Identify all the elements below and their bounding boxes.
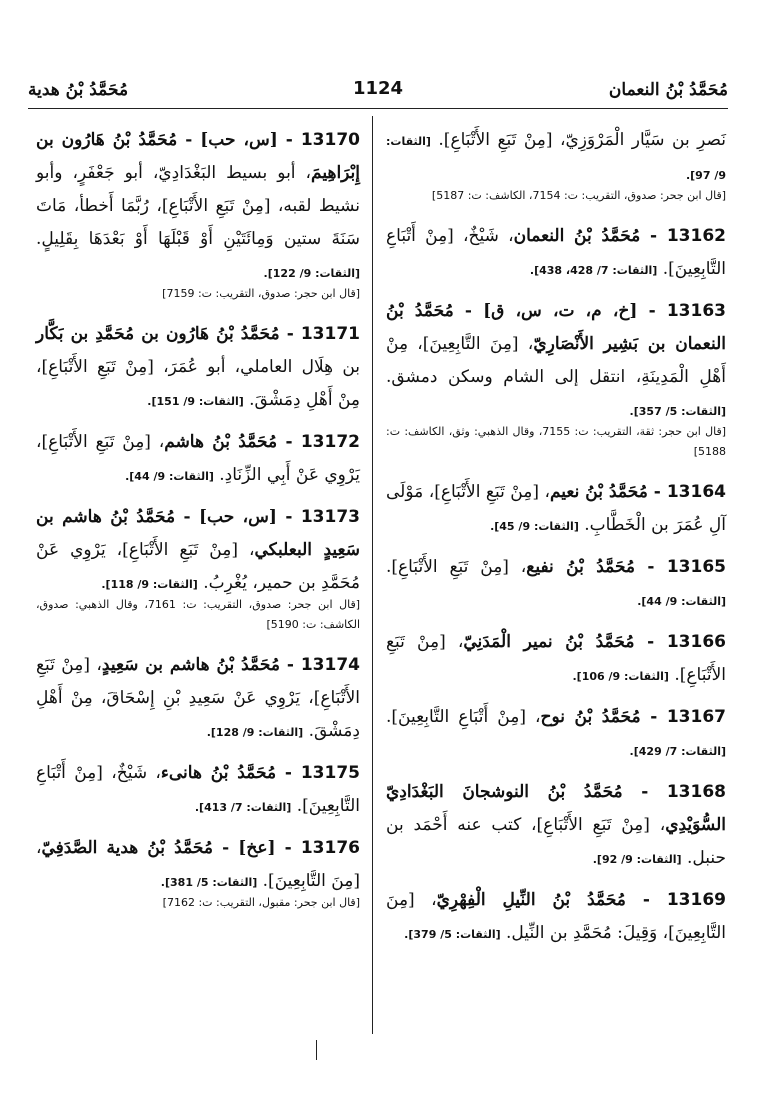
biography-entry bbox=[386, 701, 726, 768]
running-title-left: مُحَمَّدُ بْنُ هدية bbox=[28, 80, 129, 100]
biography-entry bbox=[386, 220, 726, 287]
entry-text bbox=[386, 776, 726, 876]
entry-name: [خ، م، ت، س، ق] - مُحَمَّدُ بْنُ النعمان بن بَشِير الأَنْصَارِيّ bbox=[386, 301, 726, 354]
entry-reference: [الثقات: 9/ 106]. bbox=[572, 670, 669, 683]
entry-reference: [الثقات: 9/ 44]. bbox=[637, 595, 726, 608]
entry-note: [قال ابن جحر: صدوق، التقريب: ت: 7161، وقال الذهبي: صدوق، الكاشف: ت: 5190] bbox=[36, 598, 360, 631]
entry-body: ، [مِنْ تَبَعِ الأَتْبَاعِ]. bbox=[386, 557, 527, 577]
page-header bbox=[28, 78, 728, 108]
biography-entry bbox=[386, 776, 726, 876]
entry-body: ، [مِنَ التَّابِعِينَ]. bbox=[36, 838, 360, 891]
entry-reference: [الثقات: 7/ 428، 438]. bbox=[529, 264, 658, 277]
biography-entry bbox=[36, 124, 360, 304]
entry-reference: [الثقات: 9/ 128]. bbox=[206, 726, 304, 739]
entry-text bbox=[386, 701, 726, 768]
entry-reference: [الثقات: 5/ 381]. bbox=[160, 876, 258, 889]
running-title-right: مُحَمَّدُ بْنُ النعمان bbox=[608, 80, 728, 100]
entry-number: 13164 - bbox=[647, 482, 726, 502]
biography-entry bbox=[36, 501, 360, 635]
entry-body: ، [مِنْ تَبَعِ الأَتْبَاعِ]، يَرْوِي عَنْ مُحَمَّدِ بن حمير، يُغْرِبُ. bbox=[36, 540, 360, 593]
entry-note: [قال ابن حجر: صدوق، التقريب: ت: 7159] bbox=[162, 287, 360, 300]
biography-entry bbox=[386, 884, 726, 951]
entry-number: 13170 - bbox=[277, 130, 360, 150]
entry-text bbox=[36, 832, 360, 899]
entry-number: 13175 - bbox=[276, 763, 360, 783]
entry-text bbox=[36, 426, 360, 493]
entry-name: [س، حب] - مُحَمَّدُ بْنُ هَارُون بن إِبْرَاهِيمَ bbox=[36, 130, 360, 183]
entry-reference: [الثقات: 9/ 45]. bbox=[490, 520, 579, 533]
entry-body: بن هِلَال العاملي، أبو عُمَرَ، [مِنْ تَبَعِ الأَتْبَاعِ]، مِنْ أَهْلِ دِمَشْقَ. bbox=[36, 357, 360, 410]
entry-reference: [الثقات: 7/ 429]. bbox=[629, 745, 726, 758]
entry-number: 13166 - bbox=[634, 632, 726, 652]
entry-name: [س، حب] - مُحَمَّدُ بْنُ هاشم بن سَعِيدٍ البعلبكي bbox=[36, 507, 361, 560]
biography-entry bbox=[36, 318, 360, 418]
entry-body: ، [مِنْ تَبَعِ الأَتْبَاعِ]، مَوْلَى آلِ عُمَرَ بن الْخَطَّابِ. bbox=[386, 482, 726, 535]
entry-body: ، شَيْخٌ، [مِنْ أَتْبَاعِ التَّابِعِينَ]. bbox=[386, 226, 726, 279]
biography-entry bbox=[36, 832, 360, 913]
biography-entry bbox=[36, 426, 360, 493]
entry-note: [قال ابن حجر: ثقة، التقريب: ت: 7155، وقال الذهبي: وثق، الكاشف: ت: 5188] bbox=[386, 425, 726, 458]
entry-number: 13171 - bbox=[279, 324, 360, 344]
entry-number: 13172 - bbox=[277, 432, 360, 452]
entry-name: مُحَمَّدُ بْنُ نفيع bbox=[526, 557, 636, 577]
entry-text bbox=[36, 649, 360, 749]
entry-text bbox=[386, 551, 726, 618]
entry-number: 13167 - bbox=[640, 707, 726, 727]
entry-text bbox=[386, 626, 726, 693]
entry-body: نَصرِ بن سَيَّار الْمَرْوَزِيّ، [مِنْ تَبَعِ الأَتْبَاعِ]. bbox=[438, 130, 727, 150]
entry-number: 13174 - bbox=[279, 655, 360, 675]
entry-number: 13163 - bbox=[637, 301, 726, 321]
entry-number: 13173 - bbox=[276, 507, 360, 527]
entry-reference: [الثقات: 9/ 97]. bbox=[386, 135, 726, 182]
entry-reference: [الثقات: 9/ 122]. bbox=[263, 267, 360, 280]
entry-name: مُحَمَّدُ بْنُ نوح bbox=[540, 707, 641, 727]
entry-reference: [الثقات: 5/ 379]. bbox=[404, 928, 501, 941]
biography-entry bbox=[386, 476, 726, 543]
entry-body: ، [مِنْ أَتْبَاعِ التَّابِعِينَ]. bbox=[386, 707, 541, 727]
entry-body: ، أبو بسيط البَغْدَادِيّ، أبو جَعْفَرٍ، وأبو نشيط لقبه، [مِنْ تَبَعِ الأَتْبَاعِ]، رُبَّمَا أَخطأ، مَاتَ سَنَةَ ستين وَمِائَتَيْنِ أَوْ قَبْلَهَا أَوْ بَعْدَهَا بِقَلِيلٍ. bbox=[36, 163, 360, 249]
entry-text bbox=[36, 124, 360, 290]
entry-name: [عخ] - مُحَمَّدُ بْنُ هدية الصَّدَفِيّ bbox=[41, 838, 276, 858]
entry-reference: [الثقات: 9/ 44]. bbox=[125, 470, 214, 483]
entry-number: 13168 - bbox=[622, 782, 726, 802]
entry-body: ، [مِنَ التَّابِعِينَ]، وَقِيلَ: مُحَمَّدِ بن النِّيل. bbox=[386, 890, 726, 943]
entry-name: مُحَمَّدُ بْنُ النِّيلِ الْفِهْرِيّ bbox=[436, 890, 626, 910]
biography-entry bbox=[36, 757, 360, 824]
biography-entry bbox=[36, 649, 360, 749]
entry-text bbox=[386, 295, 726, 428]
footer-mark bbox=[316, 1040, 317, 1060]
entry-name: مُحَمَّدُ بْنُ هاشم bbox=[164, 432, 278, 452]
biography-entry bbox=[386, 626, 726, 693]
entry-body: ، [مِنْ تَبَعِ الأَتْبَاعِ]. bbox=[386, 632, 726, 685]
biography-entry bbox=[386, 551, 726, 618]
entry-number: 13169 - bbox=[625, 890, 726, 910]
entry-name: مُحَمَّدُ بْنُ هاشم بن سَعِيدٍ bbox=[101, 655, 280, 675]
entry-reference: [الثقات: 9/ 151]. bbox=[147, 395, 244, 408]
entry-text bbox=[386, 476, 726, 543]
entry-reference: [الثقات: 9/ 118]. bbox=[101, 578, 198, 591]
entry-name: مُحَمَّدُ بْنُ نمير الْمَدَنِيّ bbox=[463, 632, 635, 652]
entry-body: ، [مِنْ تَبَعِ الأَتْبَاعِ]، يَرْوِي عَنْ أَبِي الزِّنَادِ. bbox=[36, 432, 360, 485]
entry-note: [قال ابن جحر: مقبول، التقريب: ت: 7162] bbox=[162, 896, 360, 909]
entry-text bbox=[386, 220, 726, 287]
entry-number: 13162 - bbox=[640, 226, 726, 246]
page-number: 1124 bbox=[352, 78, 404, 99]
header-rule bbox=[28, 108, 728, 109]
entry-text bbox=[386, 884, 726, 951]
entry-number: 13176 - bbox=[275, 838, 360, 858]
right-column bbox=[386, 124, 726, 959]
biography-entry bbox=[386, 124, 726, 206]
entry-name: مُحَمَّدُ بْنُ هَارُون بن مُحَمَّدِ بن بَكَّار bbox=[36, 324, 280, 344]
entry-note: [قال ابن جحر: صدوق، التقريب: ت: 7154، الكاشف: ت: 5187] bbox=[431, 189, 726, 202]
biography-entry bbox=[386, 295, 726, 462]
entry-number: 13165 - bbox=[635, 557, 726, 577]
entry-reference: [الثقات: 7/ 413]. bbox=[194, 801, 292, 814]
entry-name: مُحَمَّدُ بْنُ النوشجانَ البَغْدَادِيّ السُّوَيْدِي bbox=[386, 782, 726, 835]
entry-reference: [الثقات: 9/ 92]. bbox=[592, 853, 682, 866]
entry-name: مُحَمَّدُ بْنُ نعيم bbox=[549, 482, 648, 502]
entry-text bbox=[36, 318, 360, 418]
entry-text bbox=[386, 124, 726, 192]
entry-body: ، [مِنْ تَبَعِ الأَتْبَاعِ]، يَرْوِي عَنْ سَعِيدِ بْنِ إِسْحَاقَ، مِنْ أَهْلِ دِمَشْقَ. bbox=[36, 655, 360, 741]
column-divider bbox=[372, 116, 373, 1034]
entry-text bbox=[36, 501, 360, 601]
entry-name: مُحَمَّدُ بْنُ النعمان bbox=[513, 226, 641, 246]
left-column bbox=[36, 124, 360, 927]
entry-body: ، [مِنَ التَّابِعِينَ]، مِنْ أَهْلِ الْمَدِينَةِ، انتقل إلى الشام وسكن دمشق. bbox=[386, 334, 726, 387]
entry-name: مُحَمَّدُ بْنُ هانىء bbox=[160, 763, 277, 783]
entry-text bbox=[36, 757, 360, 824]
entry-reference: [الثقات: 5/ 357]. bbox=[629, 405, 726, 418]
entry-body: ، شَيْخٌ، [مِنْ أَتْبَاعِ التَّابِعِينَ]. bbox=[36, 763, 360, 816]
entry-body: ، [مِنْ تَبَعِ الأَتْبَاعِ]، كتب عنه أَحْمَد بن حنبل. bbox=[386, 815, 726, 868]
